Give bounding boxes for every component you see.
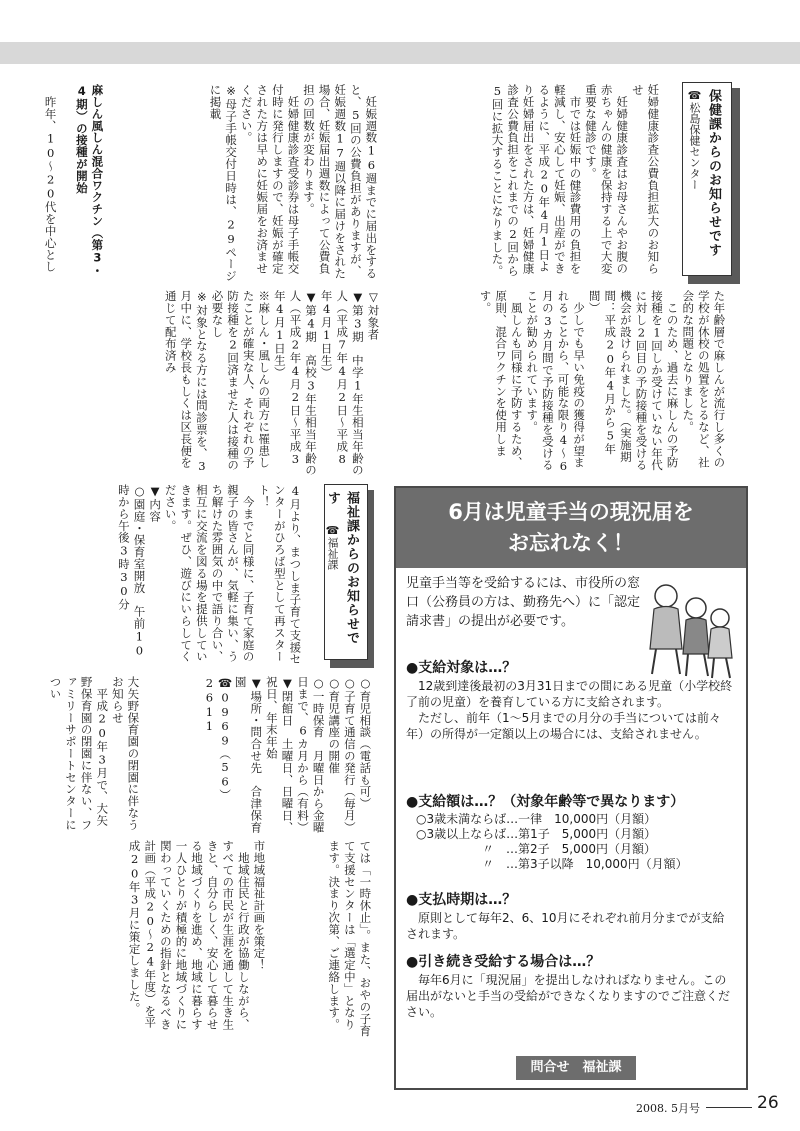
child-allowance-contact: 問合せ 福祉課: [516, 1056, 636, 1080]
page-number: 26: [757, 1093, 779, 1113]
header-bar: [0, 42, 800, 64]
issue-label: 2008. 5月号: [636, 1102, 700, 1115]
welfare-tab: [324, 484, 368, 660]
welfare-tab-contact: ☎福祉課: [326, 524, 339, 570]
welfare-col-2: [160, 676, 388, 836]
health-col-2-text: 妊娠週数16週までに届出をすると、5回の公費負担がありますが、妊娠週数17週以降に届けをされた場合、妊娠届出週数によって公費負担の回数が変わります。 妊婦健康診査受診券は母子手帳交付時に発行しますので、妊娠が確定された方は早めに妊娠届をお済ませください。 ※母子手帳交付日時は、29ページに掲載: [208, 84, 379, 282]
continuation-text: 毎年6月に「現況届」を提出しなければなりません。この届出がないと手当の受給ができなくなりますのでご注意ください。: [406, 973, 731, 1019]
welfare-col-2-text: ○育児相談（電話も可） ○子育て通信の発行（毎月） ○育児講座の開催 ○一時保育 月曜日から金曜日まで、6カ月から（有料） ▼閉館日 土曜日、日曜日、祝日、年末年始 ▼場所・問合せ先 合津保育園 ☎0969（56）2611: [202, 676, 373, 834]
welfare-col-3: [48, 676, 156, 836]
amount-line-1: ○3歳未満ならば…一律 10,000円（月額）: [416, 812, 657, 826]
payment-heading: ●支払時期は…？: [406, 892, 517, 908]
measles-intro-text: 昨年、10～20代を中心とし: [43, 84, 58, 273]
child-allowance-box: [394, 486, 748, 1090]
bottom-col-2-text: 市地域福祉計画を策定！ 地域住民と行政が協働しながら、すべての市民が生涯を通して生き生きと、自分らしく、安心して暮らせる地域づくりを進め、地域に暮らす一人ひとりが積極的に地域づくりに関わっていくための指針となるべき計画（平成20～24年度）を平成20年3月に策定しました。: [127, 840, 267, 1031]
section-payment: [406, 890, 736, 942]
measles-col-2-text: ▽対象者 ▼第3期 中学1年生相当年齢の人（平成7年4月2日～平成8年4月1日生） ▼第4期 高校3年生相当年齢の人（平成2年4月2日～平成3年4月1日生） ※麻しん・風しんの両方に罹患したことが確実な人、それぞれの予防接種を2回済ませた人は接種の必要なし ※対象となる方には問診票を、3月中に、学校長もしくは区長便を通じて配布済み: [163, 290, 381, 476]
welfare-col-1-text: 4月より、まつしま子育て支援センターがひろば型として再スタート！ 今までと同様に、子育て家庭の親子の皆さんが、気軽に集い、うち解けた雰囲気の中で語り合い、相互に交流を図る場を提供していきます。ぜひ、遊びにいらしてください。 ▼内容 ○園庭・保育室開放 午前10時から午後3時30分: [116, 484, 303, 665]
health-tab-contact: ☎松島保健センター: [688, 89, 701, 190]
eligibility-text-1: 12歳到達後最初の3月31日までの間にある児童（小学校終了前の児童）を養育している方に支給されます。: [406, 679, 733, 709]
measles-col-1-text: た年齢層で麻しんが流行し多くの学校が休校の処置をとるなど、社会的な問題となりました。 このため、過去に麻しんの予防接種を1回しか受けていない年代に対し2回目の予防接種を受ける機会が設けられました。（実施期間：平成20年4月から5年間） 少しでも早い免疫の獲得が望まれることから、可能な限り4～6月の3カ月間で予防接種を受けることが勧められています。 風しんも同様に予防するため、原則、混合ワクチンを使用します。: [478, 290, 727, 474]
welfare-col-3-text: 大矢野保育園の閉園に伴なうお知らせ 平成20年3月で、大矢野保育園の閉園に伴ない、ファミリーサポートセンターについ: [48, 676, 141, 831]
health-tab-title: 保健課からのお知らせです: [706, 89, 721, 257]
child-allowance-intro: 児童手当等を受給するには、市役所の窓口（公務員の方は、勤務先へ）に「認定請求書」の提出が必要です。: [406, 576, 641, 629]
child-allowance-title-1: 6月は児童手当の現況届を: [448, 500, 694, 524]
bottom-col-1-text: ては「一時休止」。また、おやの子育て支援センターは「選定中」となります。決まり次第、ご連絡します。: [327, 840, 373, 1037]
section-continuation: [406, 952, 736, 1020]
bottom-col-2: [48, 840, 282, 1040]
bottom-col-1: [286, 840, 388, 1040]
eligibility-text-2: ただし、前年（1～5月までの月分の手当については前々年）の所得が一定額以上の場合には、支給されません。: [406, 711, 722, 741]
amount-line-3: 〃 …第2子 5,000円（月額）: [482, 842, 656, 856]
welfare-col-1: [48, 484, 318, 668]
health-col-1-text: 妊婦健康診査公費負担拡大のお知らせ 妊婦健康診査はお母さんやお腹の赤ちゃんの健康を保持する上で大変重要な健診です。 市では妊娠中の健診費用の負担を軽減し、安心して妊娠、出産ができるように、平成20年4月1日より妊婦届出をされた方は、妊婦健康診査公費負担をこれまでの2回から5回に拡大することになりました。: [490, 84, 661, 277]
health-col-3: [43, 84, 120, 284]
child-allowance-header: [396, 488, 746, 568]
amount-line-2: ○3歳以上ならば…第1子 5,000円（月額）: [416, 827, 657, 841]
welfare-tab-title: 福祉課からのお知らせです: [325, 491, 359, 645]
footer-rule: [706, 1107, 752, 1108]
section-amount: [406, 792, 736, 872]
health-col-2: [124, 84, 394, 284]
measles-col-1: [400, 290, 742, 476]
section-eligibility: [406, 658, 736, 742]
payment-text: 原則として毎年2、6、10月にそれぞれ前月分までが支給されます。: [406, 911, 725, 941]
eligibility-heading: ●支給対象は…？: [406, 660, 517, 676]
measles-title: 麻しん風しん混合ワクチン（第3・4期）の接種が開始: [74, 84, 105, 277]
measles-col-2: [50, 290, 396, 476]
continuation-heading: ●引き続き受給する場合は…？: [406, 954, 601, 970]
amount-line-4: 〃 …第3子以降 10,000円（月額）: [482, 857, 688, 871]
child-allowance-title-2: お忘れなく！: [508, 531, 634, 555]
health-tab: [682, 82, 732, 276]
amount-heading: ●支給額は…？（対象年齢等で異なります）: [406, 794, 685, 810]
health-col-1: [398, 84, 676, 284]
